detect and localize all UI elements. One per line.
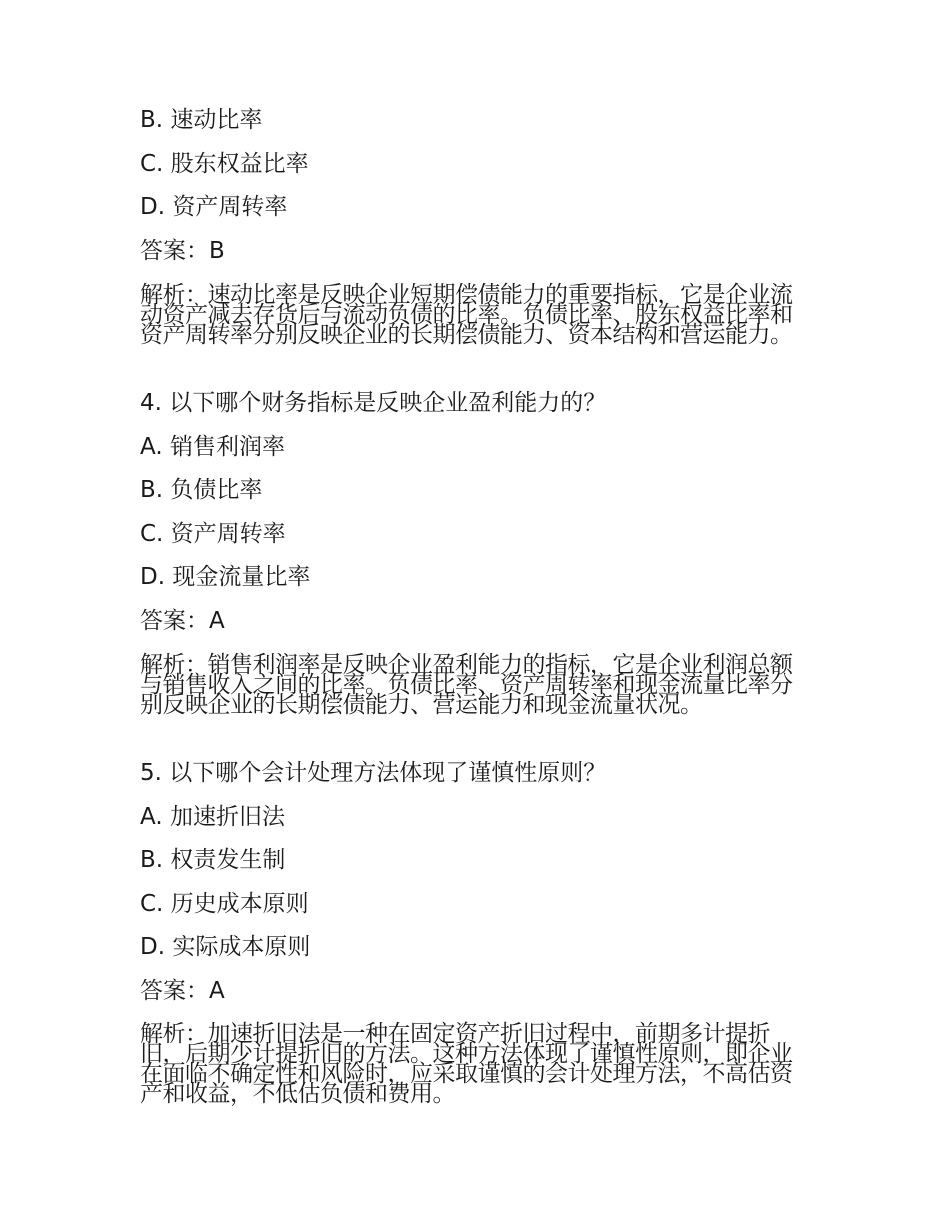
q4-answer: 答案：A bbox=[140, 608, 225, 634]
q4-option-d: D. 现金流量比率 bbox=[140, 564, 311, 590]
q5-option-b: B. 权责发生制 bbox=[140, 847, 286, 873]
q5-question: 5. 以下哪个会计处理方法体现了谨慎性原则？ bbox=[140, 760, 607, 786]
q4-option-b: B. 负债比率 bbox=[140, 477, 263, 503]
q4-question: 4. 以下哪个财务指标是反映企业盈利能力的？ bbox=[140, 390, 607, 416]
q3-answer: 答案：B bbox=[140, 238, 225, 264]
q5-option-c: C. 历史成本原则 bbox=[140, 891, 309, 917]
q3-option-b: B. 速动比率 bbox=[140, 107, 263, 133]
q4-option-c: C. 资产周转率 bbox=[140, 521, 286, 547]
q4-explanation: 解析：销售利润率是反映企业盈利能力的指标，它是企业利润总额与销售收入之间的比率。负债比率、资产周转率和现金流量比率分别反映企业的长期偿债能力、营运能力和现金流量状况。 bbox=[140, 652, 793, 718]
q5-option-a: A. 加速折旧法 bbox=[140, 804, 285, 830]
q5-option-d: D. 实际成本原则 bbox=[140, 934, 311, 960]
q3-explanation: 解析：速动比率是反映企业短期偿债能力的重要指标，它是企业流动资产减去存货后与流动负债的比率。负债比率、股东权益比率和资产周转率分别反映企业的长期偿债能力、资本结构和营运能力。 bbox=[140, 282, 793, 348]
q5-explanation: 解析：加速折旧法是一种在固定资产折旧过程中，前期多计提折旧，后期少计提折旧的方法。这种方法体现了谨慎性原则，即企业在面临不确定性和风险时，应采取谨慎的会计处理方法，不高估资产和收益，不低估负债和费用。 bbox=[140, 1021, 793, 1107]
q3-option-c: C. 股东权益比率 bbox=[140, 151, 309, 177]
q5-answer: 答案：A bbox=[140, 978, 225, 1004]
q4-option-a: A. 销售利润率 bbox=[140, 434, 285, 460]
q3-option-d: D. 资产周转率 bbox=[140, 194, 288, 220]
